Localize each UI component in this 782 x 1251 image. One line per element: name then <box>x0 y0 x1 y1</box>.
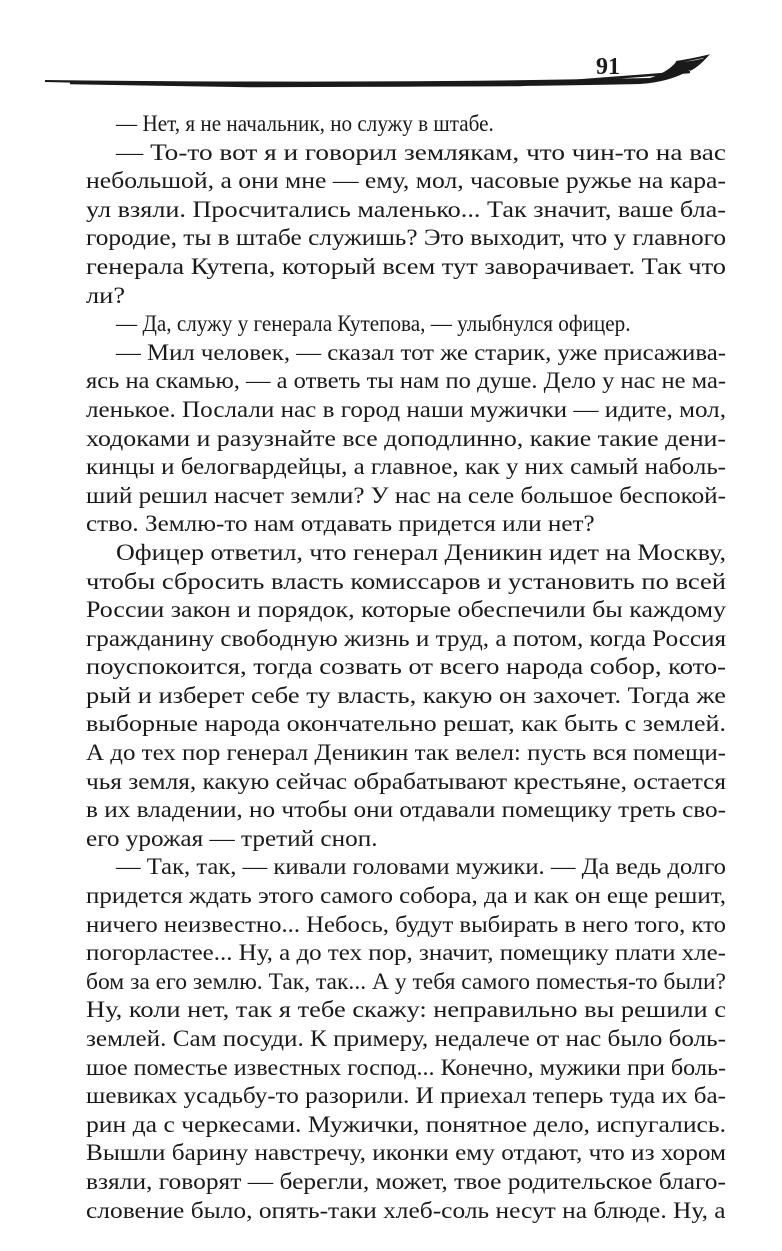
paragraph <box>86 139 726 311</box>
text-line-content: ясь на скамью, — а ответь ты нам по душе. Дело у нас не ма- <box>86 368 726 394</box>
text-line <box>86 768 726 797</box>
text-line <box>86 996 726 1025</box>
text-line-content: ничего неизвестно... Небось, будут выбирать в него того, кто <box>86 911 726 937</box>
text-line <box>86 310 726 339</box>
text-line-content: небольшой, а они мне — ему, мол, часовые ружье на кара- <box>86 168 726 194</box>
text-line <box>86 367 726 396</box>
text-line-content: в их владении, но чтобы они отдавали помещику треть сво- <box>86 797 726 823</box>
text-line <box>86 1197 726 1226</box>
text-line <box>86 1082 726 1111</box>
text-line <box>86 339 726 368</box>
paragraph <box>86 310 726 339</box>
text-line <box>86 796 726 825</box>
text-line-content: кинцы и белогвардейцы, а главное, как у них самый наболь- <box>86 454 726 480</box>
text-line-content: ходоками и разузнайте все доподлинно, какие такие дени- <box>86 425 726 451</box>
text-line <box>86 1054 726 1083</box>
text-line-content: чтобы сбросить власть комиссаров и установить по всей <box>86 568 726 594</box>
text-line-content: ул взяли. Просчитались маленько... Так значит, ваше бла- <box>86 196 726 222</box>
text-line <box>86 425 726 454</box>
paragraph <box>86 110 726 139</box>
text-line <box>86 568 726 597</box>
text-line <box>86 1111 726 1140</box>
text-line-content: землей. Сам посуди. К примеру, недалече от нас было боль- <box>86 1026 726 1051</box>
text-line <box>86 739 726 768</box>
text-line-content: — Да, служу у генерала Кутепова, — улыбнулся офицер. <box>116 311 631 337</box>
text-line-content: гражданину свободную жизнь и труд, а потом, когда Россия <box>86 625 726 651</box>
text-line <box>86 596 726 625</box>
text-line-content: ший решил насчет земли? У нас на селе большое беспокой- <box>86 482 726 508</box>
text-line <box>86 482 726 511</box>
paragraph <box>86 339 726 539</box>
text-line-content: — То-то вот я и говорил землякам, что чин-то на вас <box>116 139 726 165</box>
text-line <box>86 911 726 940</box>
page-header <box>0 40 782 100</box>
text-line <box>86 282 726 311</box>
body-text <box>86 110 726 1225</box>
text-line <box>86 710 726 739</box>
text-line-content: рин да с черкесами. Мужички, понятное дело, испугались. <box>86 1111 726 1137</box>
text-line <box>86 625 726 654</box>
text-line <box>86 1025 726 1054</box>
text-line <box>86 853 726 882</box>
text-line-content: — Мил человек, — сказал тот же старик, уже присажива- <box>116 339 726 365</box>
paragraph <box>86 853 726 1225</box>
text-line-content: выборные народа окончательно решат, как быть с землей. <box>86 711 726 737</box>
page-number: 91 <box>596 54 620 80</box>
header-rule-ornament <box>0 40 782 100</box>
text-line-content: его урожая — третий сноп. <box>86 825 378 851</box>
text-line-content: Вышли барину навстречу, иконки ему отдают, что из хором <box>86 1140 726 1166</box>
text-line <box>86 825 726 854</box>
text-line <box>86 396 726 425</box>
text-line-content: шое поместье известных господ... Конечно, мужики при боль- <box>86 1054 726 1080</box>
text-line <box>86 110 726 139</box>
text-line-content: чья земля, какую сейчас обрабатывают крестьяне, остается <box>86 768 726 794</box>
text-line-content: городие, ты в штабе служишь? Это выходит, что у главного <box>86 225 726 251</box>
text-line <box>86 882 726 911</box>
text-line-content: словение было, опять-таки хлеб-соль несут на блюде. Ну, а <box>86 1197 726 1223</box>
text-line-content: погорластее... Ну, а до тех пор, значит, помещику плати хле- <box>86 940 726 966</box>
text-line-content: — Так, так, — кивали головами мужики. — Да ведь долго <box>116 854 726 880</box>
text-line-content: ство. Землю-то нам отдавать придется или нет? <box>86 511 595 537</box>
text-line-content: России закон и порядок, которые обеспечили бы каждому <box>86 597 726 623</box>
text-line <box>86 1139 726 1168</box>
text-line-content: А до тех пор генерал Деникин так велел: пусть вся помещи- <box>86 740 726 766</box>
text-line <box>86 224 726 253</box>
text-line <box>86 453 726 482</box>
text-line <box>86 510 726 539</box>
text-line-content: придется ждать этого самого собора, да и как он еще решит, <box>86 883 726 909</box>
paragraph <box>86 539 726 854</box>
text-line-content: поуспокоится, тогда созвать от всего народа собор, кото- <box>86 654 726 680</box>
text-line <box>86 682 726 711</box>
text-line <box>86 139 726 168</box>
text-line-content: Офицер ответил, что генерал Деникин идет на Москву, <box>116 539 726 565</box>
text-line <box>86 653 726 682</box>
text-line-content: рый и изберет себе ту власть, какую он захочет. Тогда же <box>86 682 726 708</box>
text-line <box>86 968 726 997</box>
text-line <box>86 167 726 196</box>
text-line-content: Ну, коли нет, так я тебе скажу: неправильно вы решили с <box>86 997 726 1023</box>
text-line <box>86 939 726 968</box>
text-line-content: — Нет, я не начальник, но служу в штабе. <box>116 111 494 136</box>
text-line <box>86 196 726 225</box>
text-line <box>86 1168 726 1197</box>
text-line-content: генерала Кутепа, который всем тут заворачивает. Так что <box>86 253 726 279</box>
text-line-content: ли? <box>86 282 126 308</box>
text-line <box>86 539 726 568</box>
text-line <box>86 253 726 282</box>
text-line-content: взяли, говорят — берегли, может, твое родительское благо- <box>86 1168 726 1194</box>
text-line-content: шевиках усадьбу-то разорили. И приехал теперь туда их ба- <box>86 1083 726 1109</box>
text-line-content: ленькое. Послали нас в город наши мужички — идите, мол, <box>86 396 726 422</box>
text-line-content: бом за его землю. Так, так... А у тебя самого поместья-то были? <box>86 968 726 994</box>
